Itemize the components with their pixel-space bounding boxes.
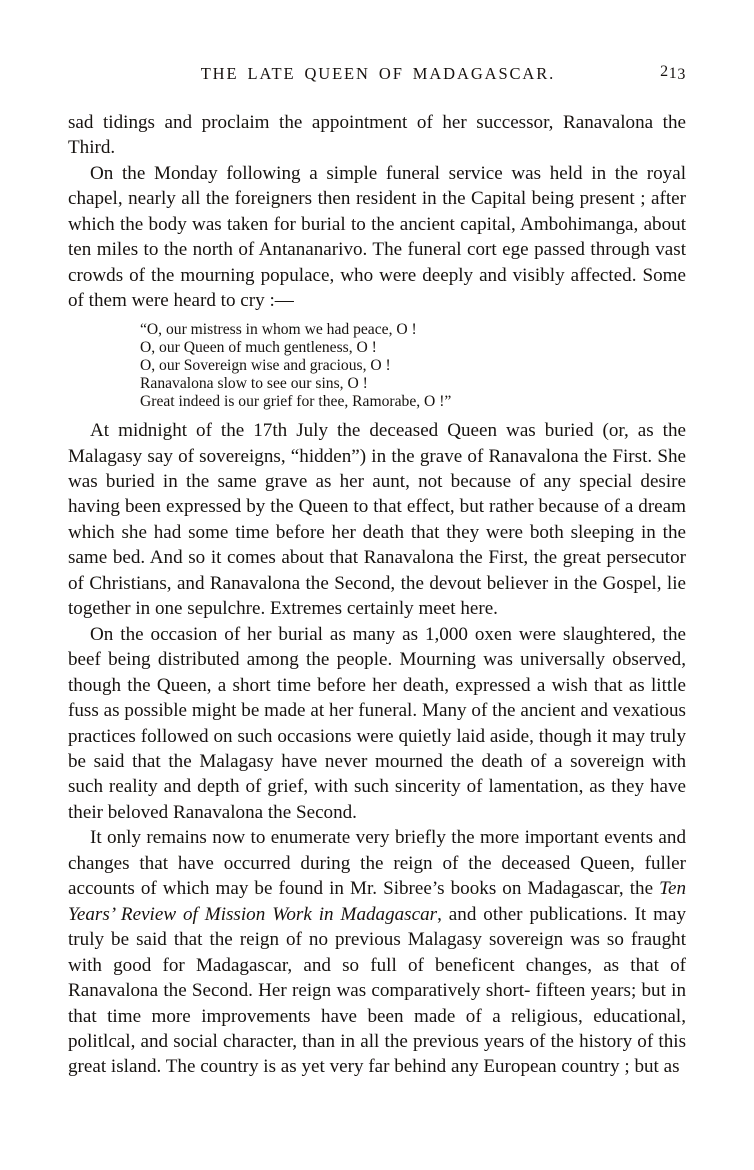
paragraph-text-lead: It only remains now to enumerate very briefly the more important events and changes that have occurred during the reign of the deceased Queen, fuller accounts of which may be found in Mr. Sibree’s books on Madagascar, the [68, 827, 686, 900]
oldstyle-date-number: 17 [253, 420, 273, 442]
lament-line: Ranavalona slow to see our sins, O ! [140, 374, 368, 392]
running-head-title: THE LATE QUEEN OF MADAGASCAR. [200, 64, 556, 83]
paragraph-burial-midnight [68, 418, 686, 622]
paragraph-text-rest: , and other publications. It may truly be said that the reign of no previous Malagasy sovereign was so fraught with good for Madagascar, and so full of beneficent changes, as that of Ranavalona the Second. Her reign was comparatively short- fifteen years; but in that time more improvements have been made of a religious, educational, politlcal, and social character, than in all the previous years of the history of this great island. The country is as yet very far behind any European country ; but as [68, 903, 687, 1078]
text-block [68, 60, 686, 1080]
paragraph-oxen-slaughtered [68, 622, 686, 826]
lament-line: Great indeed is our grief for thee, Ramorabe, O !” [140, 393, 452, 410]
quoted-lament [68, 321, 686, 411]
paragraph-continuation: sad tidings and proclaim the appointment of her successor, Ranavalona the Third. [68, 112, 686, 159]
paragraph-text-lead: At midnight of the [90, 420, 254, 442]
page-number-digit-middle: 1 [668, 64, 678, 82]
lament-line: O, our Sovereign wise and gracious, O ! [140, 356, 391, 374]
lament-line: O, our Queen of much gentleness, O ! [140, 338, 377, 356]
paragraph-text-rest: th July the deceased Queen was buried (or, as the Malagasy say of sovereigns, “hidden”) in the grave of Ranavalona the First. She was buried in the same grave as her aunt, not because of any special desire having been expressed by the Queen to that effect, but rather because of a dream which she had some time before her death that they were both sleeping in the same bed. And so it comes about that Ranavalona the First, the great persecutor of Christians, and Ranavalona the Second, the devout believer in the Gospel, lie together in one sepulchre. Extremes certainly meet here. [68, 420, 686, 620]
running-head [68, 60, 686, 94]
lament-line: “O, our mistress in whom we had peace, O ! [140, 320, 417, 338]
oldstyle-count-number: 1,000 [424, 623, 468, 645]
paragraph-text-lead: On the occasion of her burial as many as [90, 623, 425, 645]
page-number [660, 63, 686, 81]
page-number-digit-last: 3 [677, 66, 686, 83]
paragraph-text-rest: oxen were slaughtered, the beef being distributed among the people. Mourning was universally observed, though the Queen, a short time before her death, expressed a wish that as little fuss as possible might be made at her funeral. Many of the ancient and vexatious practices followed on such occasions were quietly laid aside, though it may truly be said that the Malagasy have never mourned the death of a sovereign with such reality and depth of grief, with such sincerity of lamentation, as they have their beloved Ranavalona the Second. [68, 623, 686, 823]
paragraph-reign-summary [68, 825, 686, 1080]
paragraph-funeral-service: On the Monday following a simple funeral service was held in the royal chapel, nearly all the foreigners then resident in the Capital being present ; after which the body was taken for burial to the ancient capital, Ambohimanga, about ten miles to the north of Antananarivo. The funeral cort ege passed through vast crowds of the mourning populace, who were deeply and visibly affected. Some of them were heard to cry :— [68, 162, 686, 312]
book-title-italic: Ten Years’ Review of Mission Work in Madagascar [68, 878, 686, 925]
page-number-digit-first: 2 [660, 63, 669, 80]
